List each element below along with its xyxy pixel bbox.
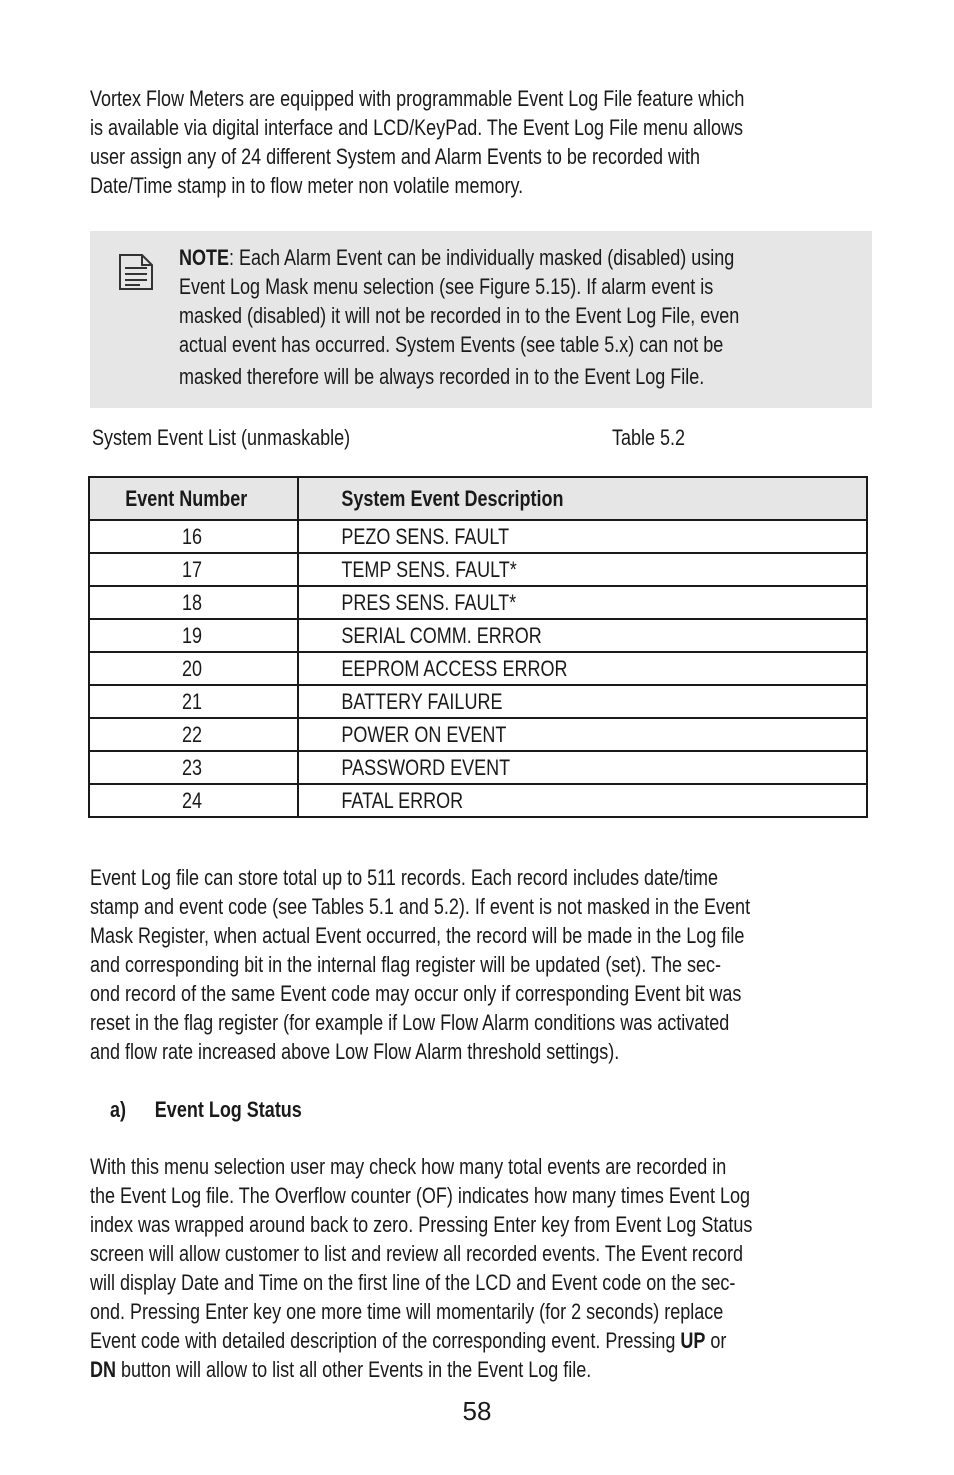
event-description-cell: PEZO SENS. FAULT xyxy=(298,520,867,553)
table-row xyxy=(89,652,867,685)
note-box xyxy=(90,231,872,408)
event-number-cell: 19 xyxy=(89,619,298,652)
column-header-description: System Event Description xyxy=(298,477,867,520)
note-title: NOTE xyxy=(179,245,230,270)
table-row xyxy=(89,520,867,553)
event-description-cell: PRES SENS. FAULT* xyxy=(298,586,867,619)
page-number: 58 xyxy=(462,1396,492,1426)
paragraph-line: and flow rate increased above Low Flow Alarm threshold settings). xyxy=(90,1039,620,1064)
intro-line: Vortex Flow Meters are equipped with programmable Event Log File feature which xyxy=(90,86,745,111)
note-document-icon xyxy=(118,253,154,291)
paragraph-line: Event code with detailed description of the corresponding event. Pressing UP or xyxy=(90,1328,727,1353)
note-line: actual event has occurred. System Events (see table 5.x) can not be xyxy=(179,332,724,357)
table-row xyxy=(89,586,867,619)
event-description-cell: PASSWORD EVENT xyxy=(298,751,867,784)
note-line: masked (disabled) it will not be recorded in to the Event Log File, even xyxy=(179,303,740,328)
table-row xyxy=(89,718,867,751)
event-number-cell: 23 xyxy=(89,751,298,784)
paragraph-line: Mask Register, when actual Event occurred, the record will be made in the Log file xyxy=(90,923,745,948)
table-row xyxy=(89,619,867,652)
event-number-cell: 22 xyxy=(89,718,298,751)
event-number-cell: 21 xyxy=(89,685,298,718)
event-number-cell: 18 xyxy=(89,586,298,619)
paragraph-line: DN button will allow to list all other Events in the Event Log file. xyxy=(90,1357,592,1382)
paragraph-line: index was wrapped around back to zero. Pressing Enter key from Event Log Status xyxy=(90,1212,753,1237)
table-row xyxy=(89,784,867,817)
note-line: Event Log Mask menu selection (see Figure 5.15). If alarm event is xyxy=(179,274,714,299)
event-description-cell: SERIAL COMM. ERROR xyxy=(298,619,867,652)
event-description-cell: BATTERY FAILURE xyxy=(298,685,867,718)
paragraph-line: ond record of the same Event code may occur only if corresponding Event bit was xyxy=(90,981,742,1006)
section-heading xyxy=(110,1095,350,1124)
table-number: Table 5.2 xyxy=(612,425,686,450)
intro-line: is available via digital interface and LCD/KeyPad. The Event Log File menu allows xyxy=(90,115,744,140)
paragraph-line: With this menu selection user may check how many total events are recorded in xyxy=(90,1154,727,1179)
section-letter: a) xyxy=(110,1097,127,1122)
intro-line: user assign any of 24 different System and Alarm Events to be recorded with xyxy=(90,144,700,169)
table-caption: System Event List (unmaskable) xyxy=(92,425,351,450)
note-line-rest: : Each Alarm Event can be individually masked (disabled) using xyxy=(229,245,735,270)
event-log-status-paragraph xyxy=(90,1152,862,1384)
paragraph-line: reset in the flag register (for example if Low Flow Alarm conditions was activated xyxy=(90,1010,730,1035)
event-description-cell: FATAL ERROR xyxy=(298,784,867,817)
paragraph-line: stamp and event code (see Tables 5.1 and 5.2). If event is not masked in the Event xyxy=(90,894,751,919)
event-number-cell: 20 xyxy=(89,652,298,685)
table-header-row xyxy=(89,477,867,520)
intro-line: Date/Time stamp in to flow meter non volatile memory. xyxy=(90,173,524,198)
event-number-cell: 24 xyxy=(89,784,298,817)
event-number-cell: 17 xyxy=(89,553,298,586)
paragraph-line: the Event Log file. The Overflow counter (OF) indicates how many times Event Log xyxy=(90,1183,750,1208)
intro-paragraph xyxy=(90,84,862,200)
section-title: Event Log Status xyxy=(154,1097,302,1122)
event-description-cell: POWER ON EVENT xyxy=(298,718,867,751)
column-header-event-number: Event Number xyxy=(89,477,298,520)
dn-key-label: DN xyxy=(90,1357,116,1382)
up-key-label: UP xyxy=(680,1328,706,1353)
paragraph-line: screen will allow customer to list and review all recorded events. The Event record xyxy=(90,1241,743,1266)
table-row xyxy=(89,685,867,718)
paragraph-line: ond. Pressing Enter key one more time will momentarily (for 2 seconds) replace xyxy=(90,1299,724,1324)
note-text xyxy=(179,243,879,391)
paragraph-line: Event Log file can store total up to 511 records. Each record includes date/time xyxy=(90,865,719,890)
paragraph-line: and corresponding bit in the internal flag register will be updated (set). The sec- xyxy=(90,952,722,977)
system-event-table xyxy=(88,476,868,818)
paragraph-line: will display Date and Time on the first line of the LCD and Event code on the sec- xyxy=(90,1270,736,1295)
event-number-cell: 16 xyxy=(89,520,298,553)
note-line: masked therefore will be always recorded in to the Event Log File. xyxy=(179,364,705,389)
event-description-cell: TEMP SENS. FAULT* xyxy=(298,553,867,586)
note-line xyxy=(179,243,739,272)
table-row xyxy=(89,553,867,586)
table-row xyxy=(89,751,867,784)
event-log-paragraph xyxy=(90,863,862,1066)
event-description-cell: EEPROM ACCESS ERROR xyxy=(298,652,867,685)
